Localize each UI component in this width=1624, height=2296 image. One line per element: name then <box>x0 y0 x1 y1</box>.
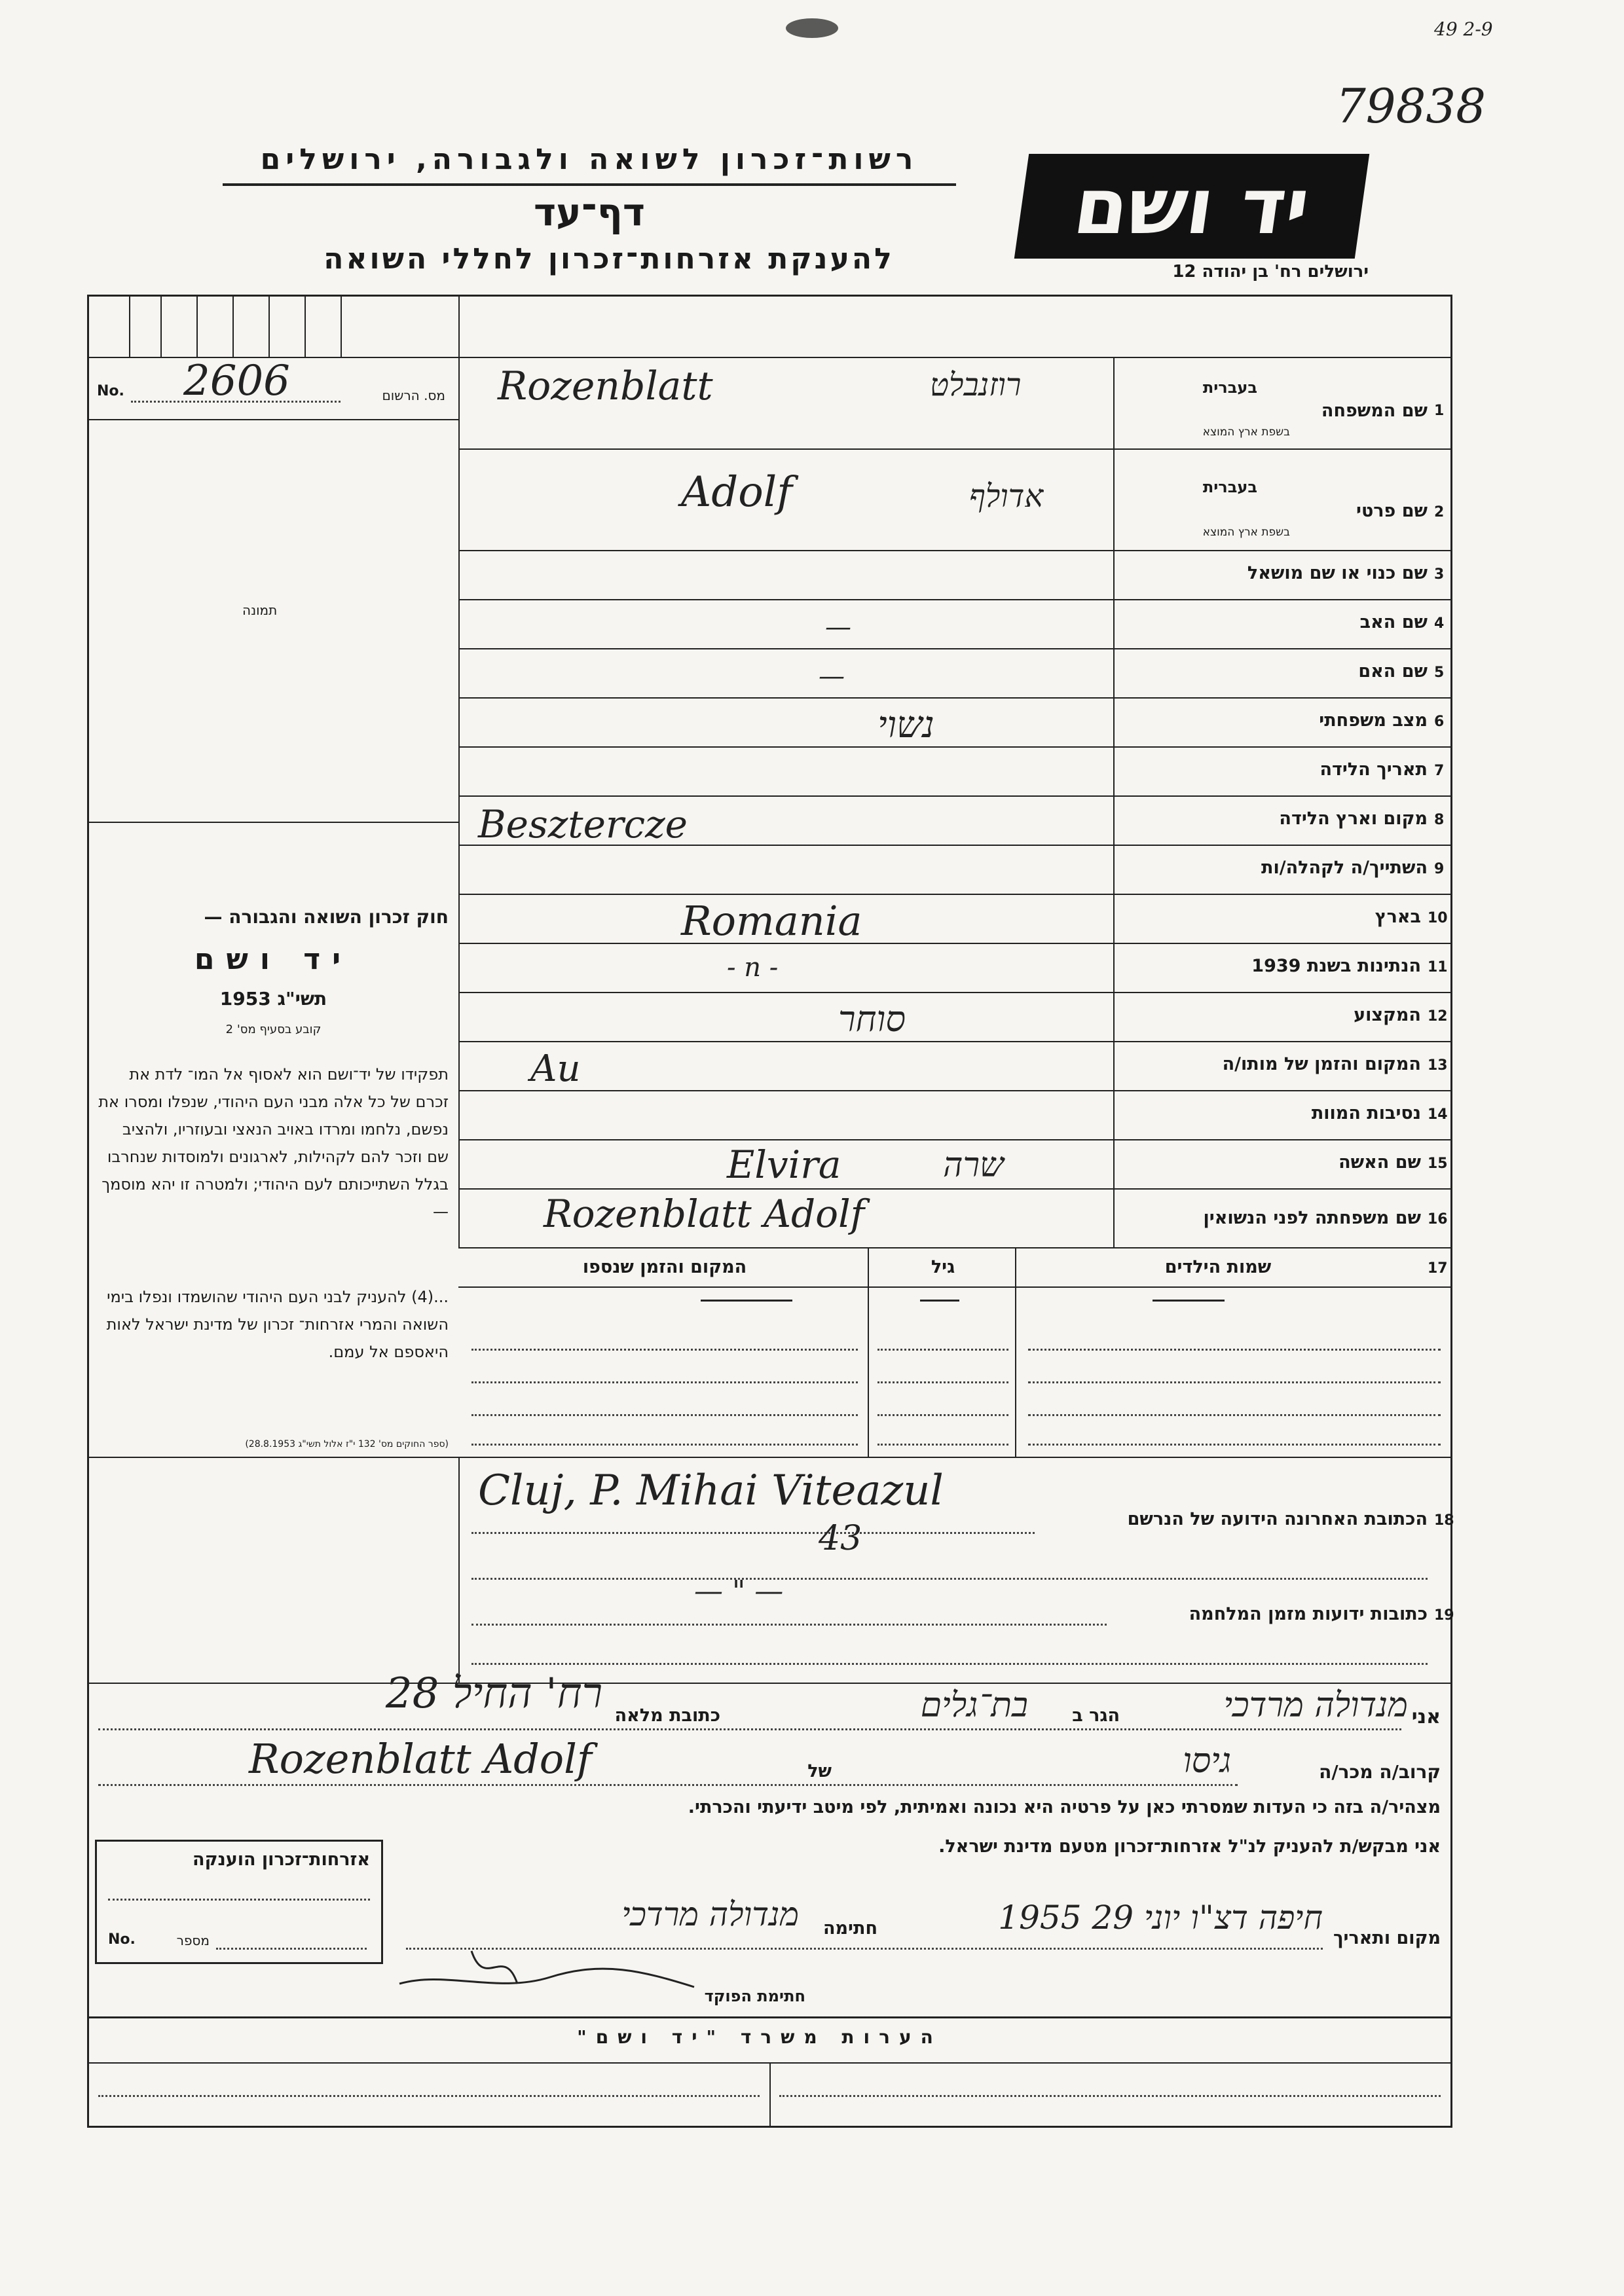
corner-number: 49 2-9 <box>1434 18 1493 40</box>
field-10-num: 10 <box>1428 910 1448 926</box>
field-18-value-line1: Cluj, P. Mihai Viteazul <box>478 1467 944 1515</box>
decl-address-label: כתובת מלאה <box>614 1705 720 1726</box>
decl-statement-1: מצהיר/ה בזה כי העדות שמסרתי כאן על פרטיה היא נכונה ואמיתית, לפי מיטב ידיעתי והכרתי. <box>688 1797 1441 1817</box>
reg-no-label: No. <box>97 383 124 399</box>
field-2-sub-native: בשפת ארץ המוצא <box>1202 526 1290 539</box>
ink-blot <box>786 18 838 38</box>
decl-i-label: אני <box>1411 1705 1441 1728</box>
form-title: דף־עד <box>533 190 646 234</box>
place-date-value: חיפה דצ"ו יוני 29 1955 <box>998 1899 1323 1937</box>
field-15-label: שם האשה <box>1338 1152 1421 1173</box>
field-2-label: שם פרטי <box>1356 501 1428 521</box>
field-19-label: כתובות ידועות מזמן המלחמה <box>1189 1604 1428 1624</box>
field-2-num: 2 <box>1434 504 1445 520</box>
field-8-label: מקום וארץ הלידה <box>1279 809 1428 829</box>
field-1-value-hebrew: רוזנבלט <box>930 367 1022 403</box>
field-10-value: Romania <box>681 897 862 945</box>
reg-number-label: מס. הרשום <box>382 388 445 403</box>
decl-of-name: Rozenblatt Adolf <box>249 1735 592 1783</box>
yad-vashem-logo: יד ושם <box>1014 154 1369 259</box>
place-date-label: מקום ותאריך <box>1333 1928 1441 1948</box>
declarant-signature: מנדולה מרדכי <box>621 1895 799 1933</box>
field-16-label: שם משפחתה לפני הנשואין <box>1203 1208 1421 1228</box>
law-year: תשי"ג 1953 <box>219 988 327 1010</box>
field-18-label: הכתובת האחרונה הידועה של הנרשם <box>1127 1509 1428 1529</box>
field-11-num: 11 <box>1428 959 1448 975</box>
field-1-sub-native: בשפת ארץ המוצא <box>1202 426 1290 439</box>
field-9-num: 9 <box>1434 861 1445 877</box>
field-1-value-latin: Rozenblatt <box>498 363 713 409</box>
field-1-label: שם המשפחה <box>1321 401 1428 421</box>
field-2-sub-hebrew: בעברית <box>1202 478 1257 496</box>
field-6-label: מצב משפחתי <box>1319 710 1428 731</box>
declarant-city: בת־גלים <box>920 1686 1028 1725</box>
field-6-num: 6 <box>1434 714 1445 730</box>
decl-statement-2: אני מבקש/ת להעניק לנ"ל אזרחות־זכרון מטעם מדינת ישראל. <box>938 1836 1441 1857</box>
field-4-value: — <box>825 612 851 642</box>
field-15-num: 15 <box>1428 1156 1448 1172</box>
field-2-value-latin: Adolf <box>681 468 792 517</box>
field-11-label: הנתינות בשנת 1939 <box>1251 956 1421 976</box>
field-18-value-line2: 43 <box>819 1519 862 1558</box>
authority-header: רשות־זכרון לשואה ולגבורה, ירושלים <box>260 143 919 176</box>
children-num: 17 <box>1428 1260 1448 1277</box>
registration-number: 2606 <box>183 357 290 405</box>
signature-label: חתימה <box>822 1918 877 1939</box>
field-7-label: תאריך הלידה <box>1320 759 1428 780</box>
field-11-value: - n - <box>727 953 779 983</box>
field-13-num: 13 <box>1428 1057 1448 1074</box>
field-15-value-latin: Elvira <box>727 1142 841 1187</box>
field-7-num: 7 <box>1434 763 1445 779</box>
field-13-label: המקום והזמן של מותו/ה <box>1222 1054 1421 1074</box>
decl-of-label: של <box>807 1761 832 1781</box>
file-number: 79838 <box>1336 79 1486 134</box>
field-3-num: 3 <box>1434 566 1445 583</box>
citizenship-no-label: No. <box>108 1931 136 1948</box>
field-10-label: בארץ <box>1375 907 1421 927</box>
declarant-relation: גיסו <box>1183 1741 1231 1781</box>
law-text-2: ...(4) להעניק לבני העם היהודי שהושמדו ונפלו בימי השואה והמרי אזרחות־ זכרון של מדינת ישראל לאות היאספם אל עמם. <box>106 1288 449 1361</box>
citizenship-box-title: אזרחות־זכרון הוענקה <box>193 1850 370 1870</box>
form-subtitle: להענקת אזרחות־זכרון לחללי השואה <box>323 242 895 276</box>
field-1-num: 1 <box>1434 403 1445 419</box>
law-name: יד ושם <box>194 943 353 976</box>
field-14-num: 14 <box>1428 1106 1448 1123</box>
field-3-label: שם כנוי או שם מושאל <box>1247 563 1428 583</box>
office-notes-title: הערות משרד "יד ושם" <box>577 2026 942 2048</box>
field-5-num: 5 <box>1434 665 1445 681</box>
field-5-value: — <box>819 661 845 691</box>
declarant-name: מנדולה מרדכי <box>1223 1686 1408 1725</box>
decl-resides-label: הגר ב <box>1072 1705 1120 1726</box>
field-13-value: Au <box>530 1048 581 1090</box>
field-4-num: 4 <box>1434 615 1445 632</box>
photo-label: תמונה <box>242 602 278 618</box>
field-8-num: 8 <box>1434 812 1445 828</box>
field-1-sub-hebrew: בעברית <box>1202 378 1257 397</box>
field-16-num: 16 <box>1428 1211 1448 1228</box>
law-title: חוק זכרון השואה והגבורה — <box>204 906 449 928</box>
field-16-value: Rozenblatt Adolf <box>544 1192 865 1236</box>
field-12-label: המקצוע <box>1354 1005 1421 1025</box>
citizenship-number-label: מספר <box>176 1933 210 1948</box>
law-clause: קובע בסעיף מס' 2 <box>225 1023 322 1036</box>
law-text: תפקידו של יד־ושם הוא לאסוף אל המו־ לדת את זכרם של כל אלה מבני העם היהודי, שנפלו ומסרו את נפשם, נלחמו ומרדו באויב הנאצי ובעוזריו, ולהציב שם וזכר להם לקהילות, לארגונים ולמוסדות שנחרבו בגלל השתייכותם לעם היהודי; ולמטרה זו יהא מוסמך — <box>98 1065 449 1221</box>
field-2-value-hebrew: אדולף <box>969 478 1044 515</box>
field-9-label: השתייך/ה לקהלה/ות <box>1261 858 1428 878</box>
field-4-label: שם האב <box>1359 612 1428 632</box>
children-col-place: המקום והזמן שנספו <box>582 1257 747 1277</box>
field-18-value-line3: — " — <box>694 1575 784 1608</box>
field-14-label: נסיבות המוות <box>1311 1103 1421 1123</box>
field-6-value: נשוי <box>877 704 934 746</box>
logo-address: ירושלים רח' בן יהודה 12 <box>1172 262 1369 282</box>
field-19-num: 19 <box>1434 1607 1454 1624</box>
official-signature-label: חתימת הפוקד <box>704 1987 805 2005</box>
law-citation: (ספר החוקים מס' 132 י"ז אלול תשי"ג 28.8.1953) <box>245 1439 449 1449</box>
children-col-age: גיל <box>931 1257 955 1277</box>
field-5-label: שם האם <box>1358 661 1428 682</box>
field-18-num: 18 <box>1434 1512 1454 1529</box>
children-col-names: שמות הילדים <box>1164 1257 1272 1277</box>
field-15-value-hebrew: שרה <box>943 1146 1004 1185</box>
declarant-street: רח' החיל 28 <box>385 1669 602 1718</box>
field-12-num: 12 <box>1428 1008 1448 1025</box>
field-8-value: Besztercze <box>478 802 688 847</box>
decl-relative-label: קרוב/ה מכר/ה <box>1319 1761 1441 1783</box>
field-12-value: סוחר <box>838 998 906 1040</box>
